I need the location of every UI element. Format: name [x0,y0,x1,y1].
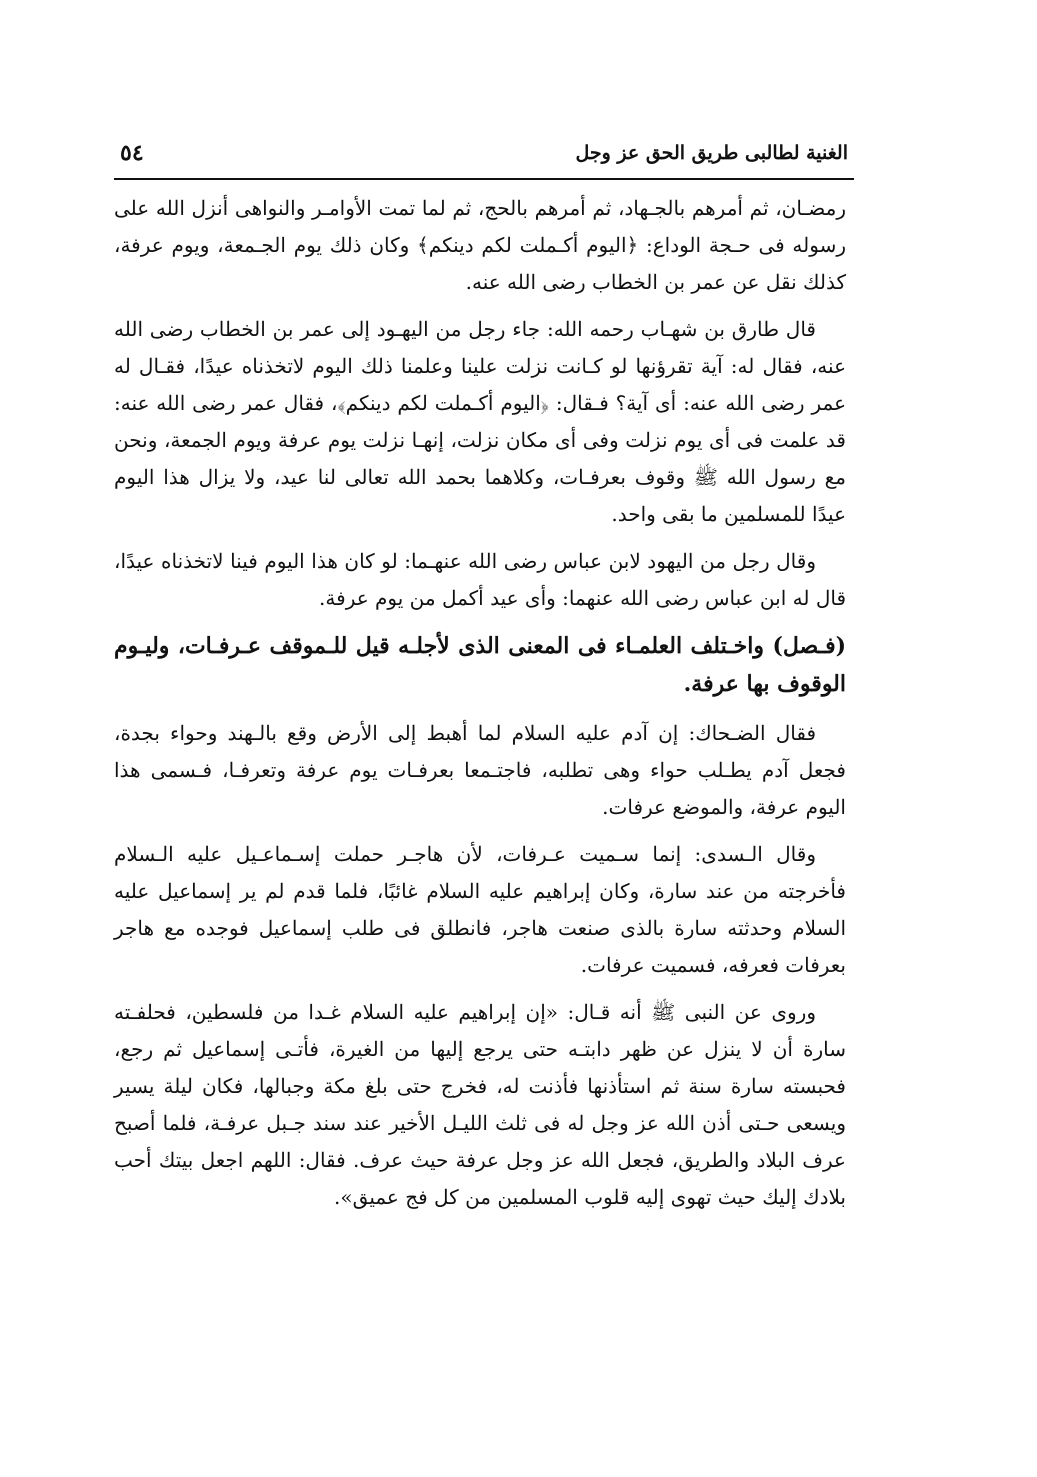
paragraph-4: فقال الضـحاك: إن آدم عليه السلام لما أهبط إلى الأرض وقع بالـهند وحواء بجدة، فجعل آدم يطـلب حواء وهى تطلبه، فاجتـمعا بعرفـات يوم عرفة وتعرفـا، فـسمى هذا اليوم عرفة، والموضع عرفات. [114,721,846,819]
body-text [114,190,846,1226]
header-title: الغنية لطالبى طريق الحق عز وجل [575,142,848,164]
paragraph-1: رمضـان، ثم أمرهم بالجـهاد، ثم أمرهم بالحج، ثم لما تمت الأوامـر والنواهى أنزل الله على رسوله فى حـجة الوداع: ﴿اليوم أكـملت لكم دينكم﴾ وكان ذلك يوم الجـمعة، ويوم عرفة، كذلك نقل عن عمر بن الخطاب رضى الله عنه. [114,196,846,294]
running-header [114,138,854,174]
page-number: ٥٤ [120,140,144,166]
section-heading: (فـصل) واخـتلف العلمـاء فى المعنى الذى لأجلـه قيل للـموقف عـرفـات، وليـوم الوقوف بها عرفة. [114,633,846,697]
header-divider [114,178,854,180]
paragraph-2: قال طارق بن شهـاب رحمه الله: جاء رجل من اليهـود إلى عمر بن الخطاب رضى الله عنه، فقال له: آية تقرؤنها لو كـانت نزلت علينا وعلمنا ذلك اليوم لاتخذناه عيدًا، فقـال له عمر رضى الله عنه: أى آية؟ فـقال: ﴿اليوم أكـملت لكم دينكم﴾، فقال عمر رضى الله عنه: قد علمت فى أى يوم نزلت وفى أى مكان نزلت، إنهـا نزلت يوم عرفة ويوم الجمعة، ونحن مع رسول الله ﷺ وقوف بعرفـات، وكلاهما بحمد الله تعالى لنا عيد، ولا يزال هذا اليوم عيدًا للمسلمين ما بقى واحد. [114,317,846,526]
paragraph-6: وروى عن النبى ﷺ أنه قـال: «إن إبراهيم عليه السلام غـدا من فلسطين، فحلفـته سارة أن لا ينزل عن ظهر دابتـه حتى يرجع إليها من الغيرة، فأتـى إسماعيل ثم رجع، فحبسته سارة سنة ثم استأذنها فأذنت له، فخرج حتى بلغ مكة وجبالها، فكان ليلة يسير ويسعى حـتى أذن الله عز وجل له فى ثلث الليـل الأخير عند سند جـبل عرفـة، فلما أصبح عرف البلاد والطريق، فجعل الله عز وجل عرفة حيث عرف. فقال: اللهم اجعل بيتك أحب بلادك إليك حيث تهوى إليه قلوب المسلمين من كل فج عميق». [114,1000,846,1209]
paragraph-3: وقال رجل من اليهود لابن عباس رضى الله عنهـما: لو كان هذا اليوم فينا لاتخذناه عيدًا، قال له ابن عباس رضى الله عنهما: وأى عيد أكمل من يوم عرفة. [114,549,846,610]
paragraph-5: وقال الـسدى: إنما سـميت عـرفات، لأن هاجـر حملت إسـماعـيل عليه الـسلام فأخرجته من عند سارة، وكان إبراهيم عليه السلام غائبًا، فلما قدم لم ير إسماعيل عليه السلام وحدثته سارة بالذى صنعت هاجر، فانطلق فى طلب إسماعيل فوجده مع هاجر بعرفات فعرفه، فسميت عرفات. [114,842,846,977]
